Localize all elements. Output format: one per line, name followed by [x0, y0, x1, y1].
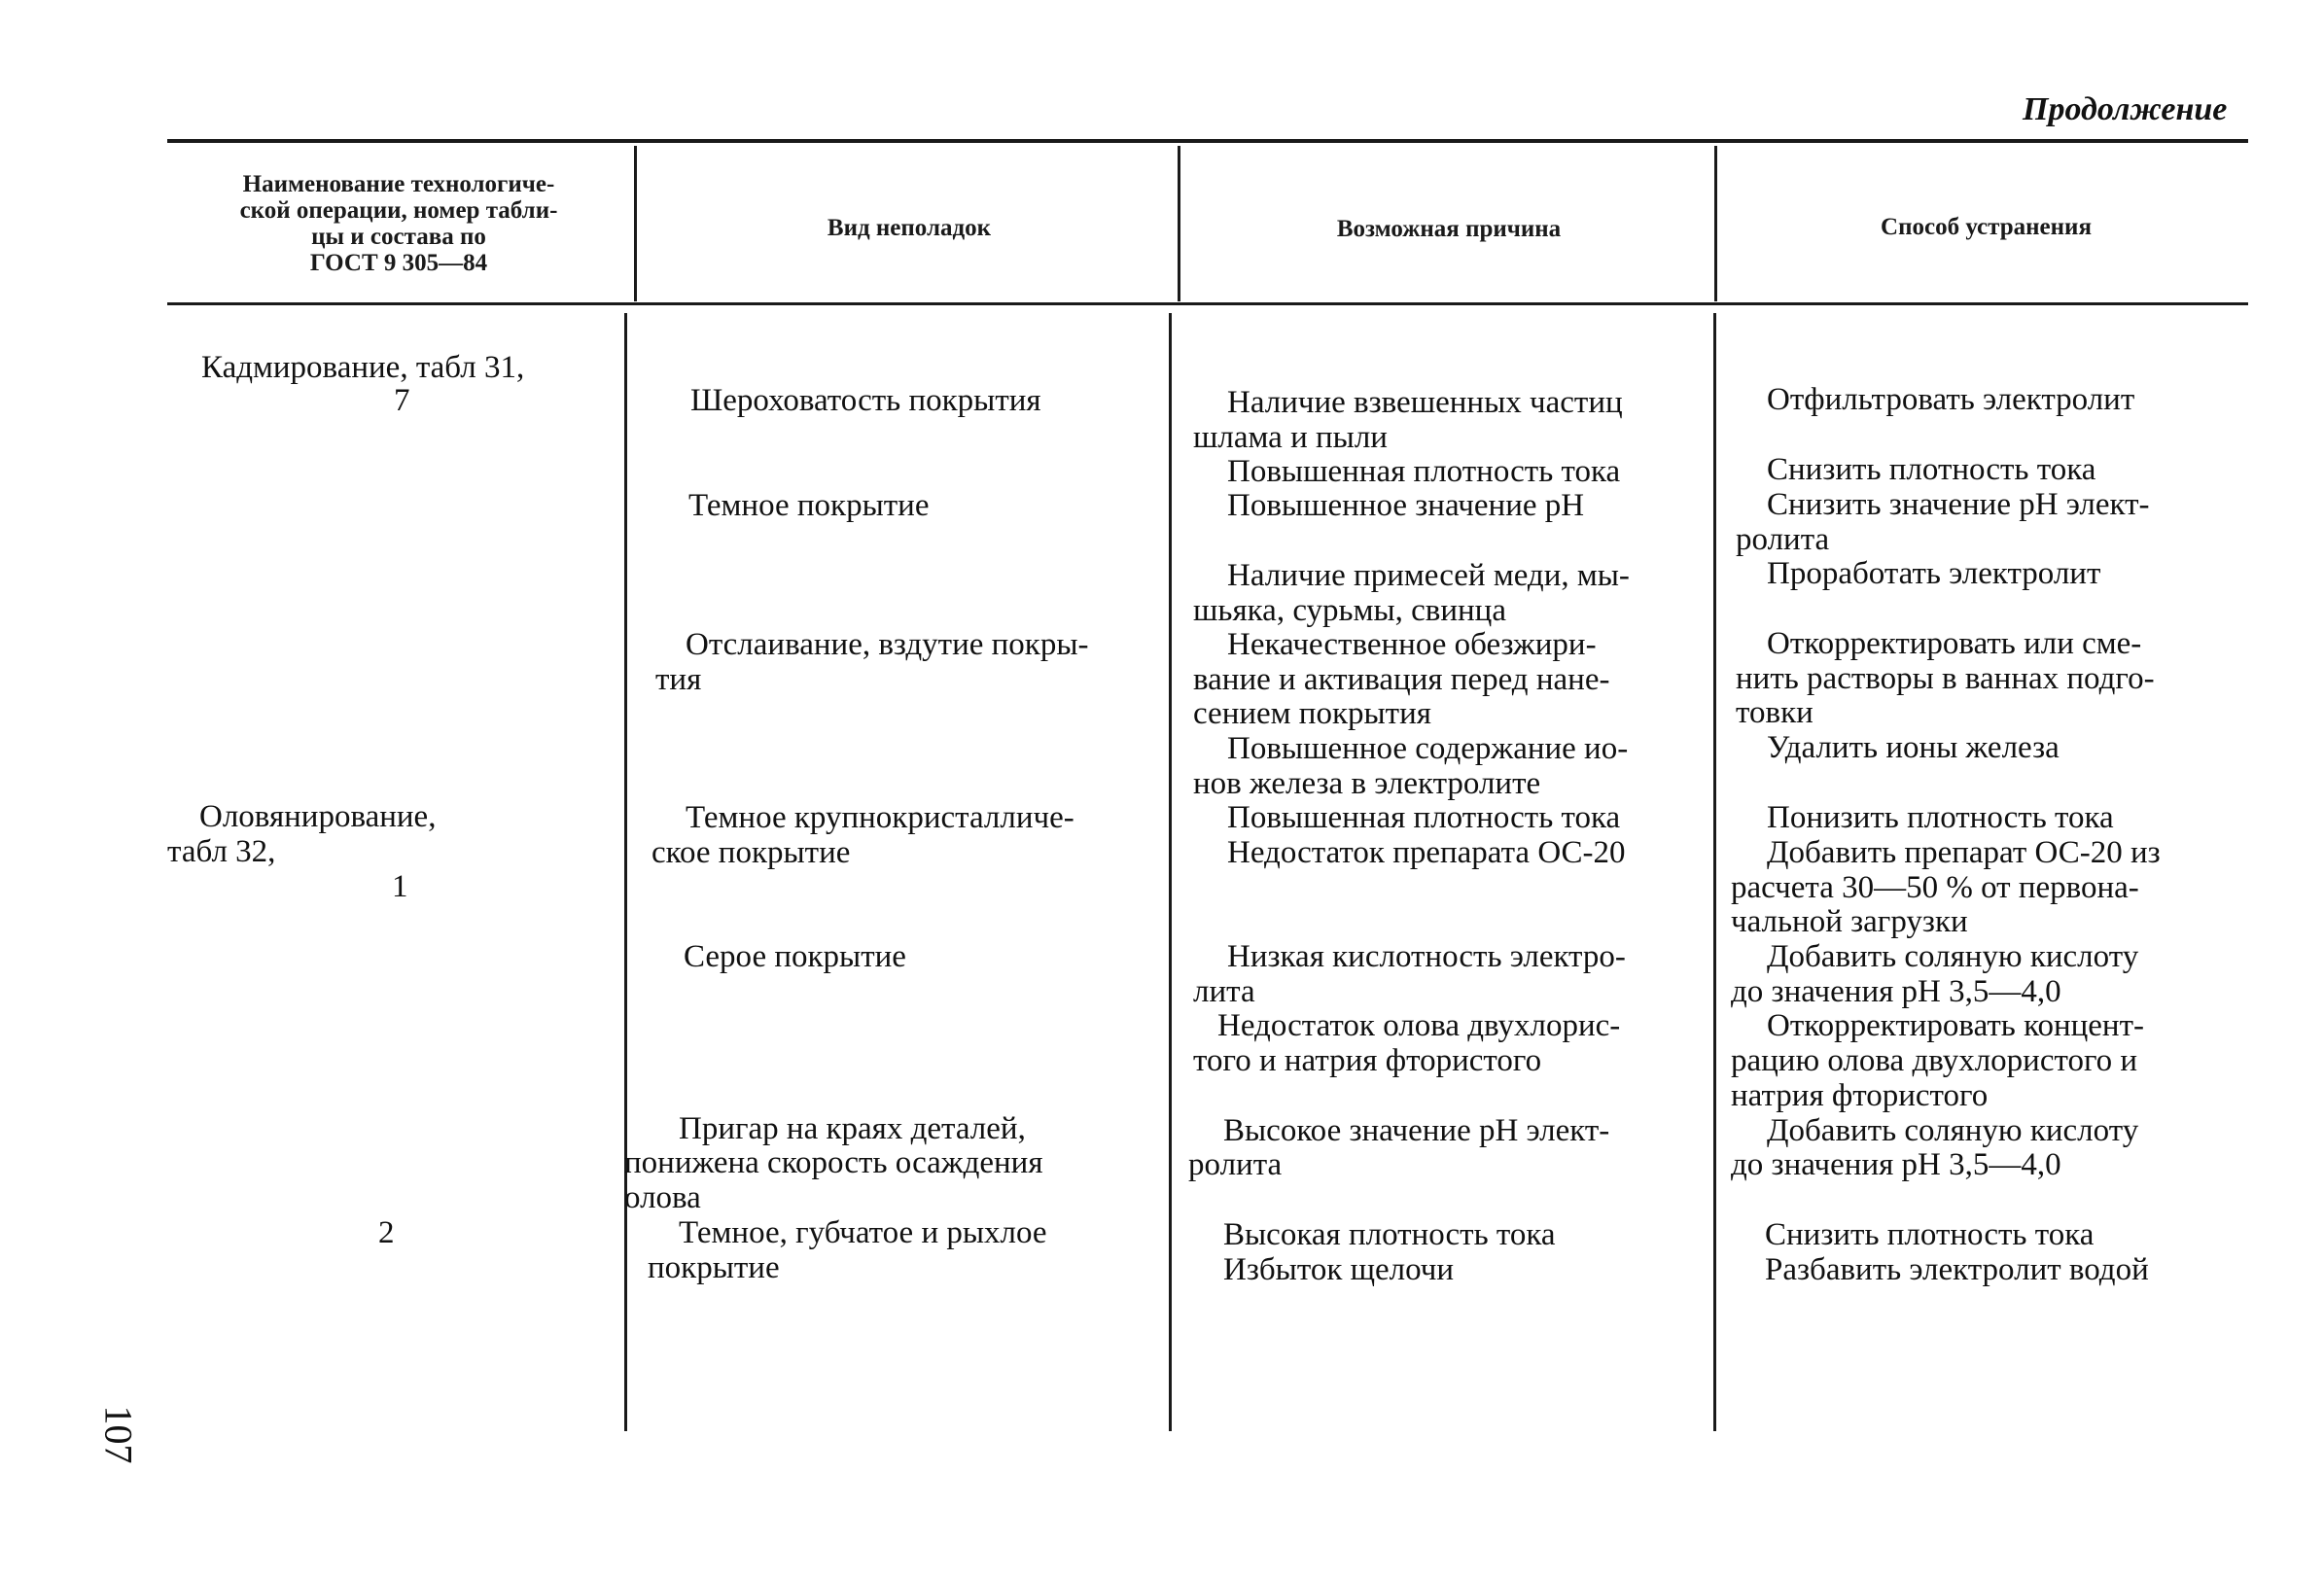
- defect-text: олова: [624, 1180, 701, 1215]
- remedy-text: Снизить значение pH элект-: [1767, 487, 2150, 522]
- remedy-text: Откорректировать или сме-: [1767, 626, 2142, 661]
- defect-text: тия: [655, 662, 702, 697]
- remedy-text: нить растворы в ваннах подго-: [1736, 661, 2155, 696]
- cause-text: нов железа в электролите: [1193, 766, 1541, 801]
- remedy-text: Добавить соляную кислоту: [1767, 1113, 2139, 1148]
- remedy-text: расчета 30—50 % от первона-: [1731, 870, 2139, 905]
- remedy-text: Проработать электролит: [1767, 556, 2101, 591]
- cause-text: Некачественное обезжири-: [1227, 627, 1597, 662]
- defect-text: ское покрытие: [651, 835, 851, 870]
- remedy-text: Снизить плотность тока: [1765, 1217, 2095, 1252]
- defect-text: покрытие: [648, 1250, 780, 1285]
- operation-tin: Оловянирование,: [199, 799, 437, 834]
- defect-text: Шероховатость покрытия: [690, 383, 1041, 418]
- cause-text: Повышенная плотность тока: [1227, 800, 1621, 835]
- operation-tin-num-1: 1: [392, 869, 408, 904]
- cause-text: Избыток щелочи: [1223, 1252, 1455, 1287]
- cause-text: Высокая плотность тока: [1223, 1217, 1556, 1252]
- defect-text: Отслаивание, вздутие покры-: [686, 627, 1089, 662]
- remedy-text: Снизить плотность тока: [1767, 452, 2096, 487]
- operation-cadmium-num: 7: [394, 383, 410, 418]
- cause-text: вание и активация перед нане-: [1193, 662, 1610, 697]
- cause-text: Наличие примесей меди, мы-: [1227, 558, 1630, 593]
- remedy-text: рацию олова двухлористого и: [1731, 1043, 2138, 1078]
- remedy-text: Удалить ионы железа: [1767, 730, 2060, 765]
- column-header-cause: Возможная причина: [1336, 216, 1562, 242]
- cause-text: ролита: [1188, 1147, 1283, 1182]
- cause-text: того и натрия фтористого: [1193, 1043, 1542, 1078]
- cause-text: Недостаток препарата ОС-20: [1227, 835, 1626, 870]
- header-bottom-rule: [167, 302, 2248, 305]
- body-divider-1: [624, 313, 627, 1431]
- cause-text: шьяка, сурьмы, свинца: [1193, 593, 1506, 628]
- page-number: 107: [96, 1405, 141, 1464]
- remedy-text: Отфильтровать электролит: [1767, 382, 2135, 417]
- cause-text: лита: [1193, 974, 1255, 1009]
- remedy-text: Добавить препарат ОС-20 из: [1767, 835, 2161, 870]
- remedy-text: Откорректировать концент-: [1767, 1008, 2144, 1043]
- remedy-text: Добавить соляную кислоту: [1767, 939, 2139, 974]
- operation-tin-table: табл 32,: [167, 834, 276, 869]
- cause-text: Повышенная плотность тока: [1227, 454, 1621, 489]
- cause-text: шлама и пыли: [1193, 420, 1388, 455]
- cause-text: Наличие взвешенных частиц: [1227, 385, 1623, 420]
- operation-tin-num-2: 2: [378, 1215, 395, 1250]
- defect-text: понижена скорость осаждения: [624, 1145, 1043, 1180]
- column-header-remedy: Способ устранения: [1881, 214, 2092, 240]
- column-header-defect: Вид неполадок: [827, 215, 992, 241]
- defect-text: Темное покрытие: [688, 488, 930, 523]
- remedy-text: товки: [1736, 695, 1813, 730]
- defect-text: Темное крупнокристалличе-: [686, 800, 1074, 835]
- remedy-text: до значения pH 3,5—4,0: [1731, 974, 2061, 1009]
- remedy-text: до значения pH 3,5—4,0: [1731, 1147, 2061, 1182]
- remedy-text: Понизить плотность тока: [1767, 800, 2114, 835]
- header-divider-1: [634, 146, 637, 301]
- header-divider-2: [1178, 146, 1180, 301]
- column-header-operation: Наименование технологиче- ской операции, номер табли- цы и состава по ГОСТ 9 305—84: [239, 171, 558, 276]
- body-divider-2: [1169, 313, 1172, 1431]
- operation-cadmium: Кадмирование, табл 31,: [201, 350, 525, 385]
- remedy-text: Разбавить электролит водой: [1765, 1252, 2149, 1287]
- header-divider-3: [1714, 146, 1717, 301]
- remedy-text: натрия фтористого: [1731, 1078, 1989, 1113]
- cause-text: Низкая кислотность электро-: [1227, 939, 1626, 974]
- cause-text: Высокое значение pH элект-: [1223, 1113, 1610, 1148]
- body-divider-3: [1713, 313, 1716, 1431]
- cause-text: сением покрытия: [1193, 696, 1431, 731]
- cause-text: Повышенное значение pH: [1227, 488, 1585, 523]
- remedy-text: ролита: [1736, 522, 1830, 557]
- cause-text: Повышенное содержание ио-: [1227, 731, 1629, 766]
- defect-text: Темное, губчатое и рыхлое: [679, 1215, 1047, 1250]
- remedy-text: чальной загрузки: [1731, 904, 1968, 939]
- continuation-label: Продолжение: [2023, 91, 2228, 127]
- defect-text: Пригар на краях деталей,: [679, 1111, 1026, 1146]
- cause-text: Недостаток олова двухлорис-: [1217, 1008, 1621, 1043]
- defect-text: Серое покрытие: [684, 939, 906, 974]
- table-top-rule: [167, 139, 2248, 143]
